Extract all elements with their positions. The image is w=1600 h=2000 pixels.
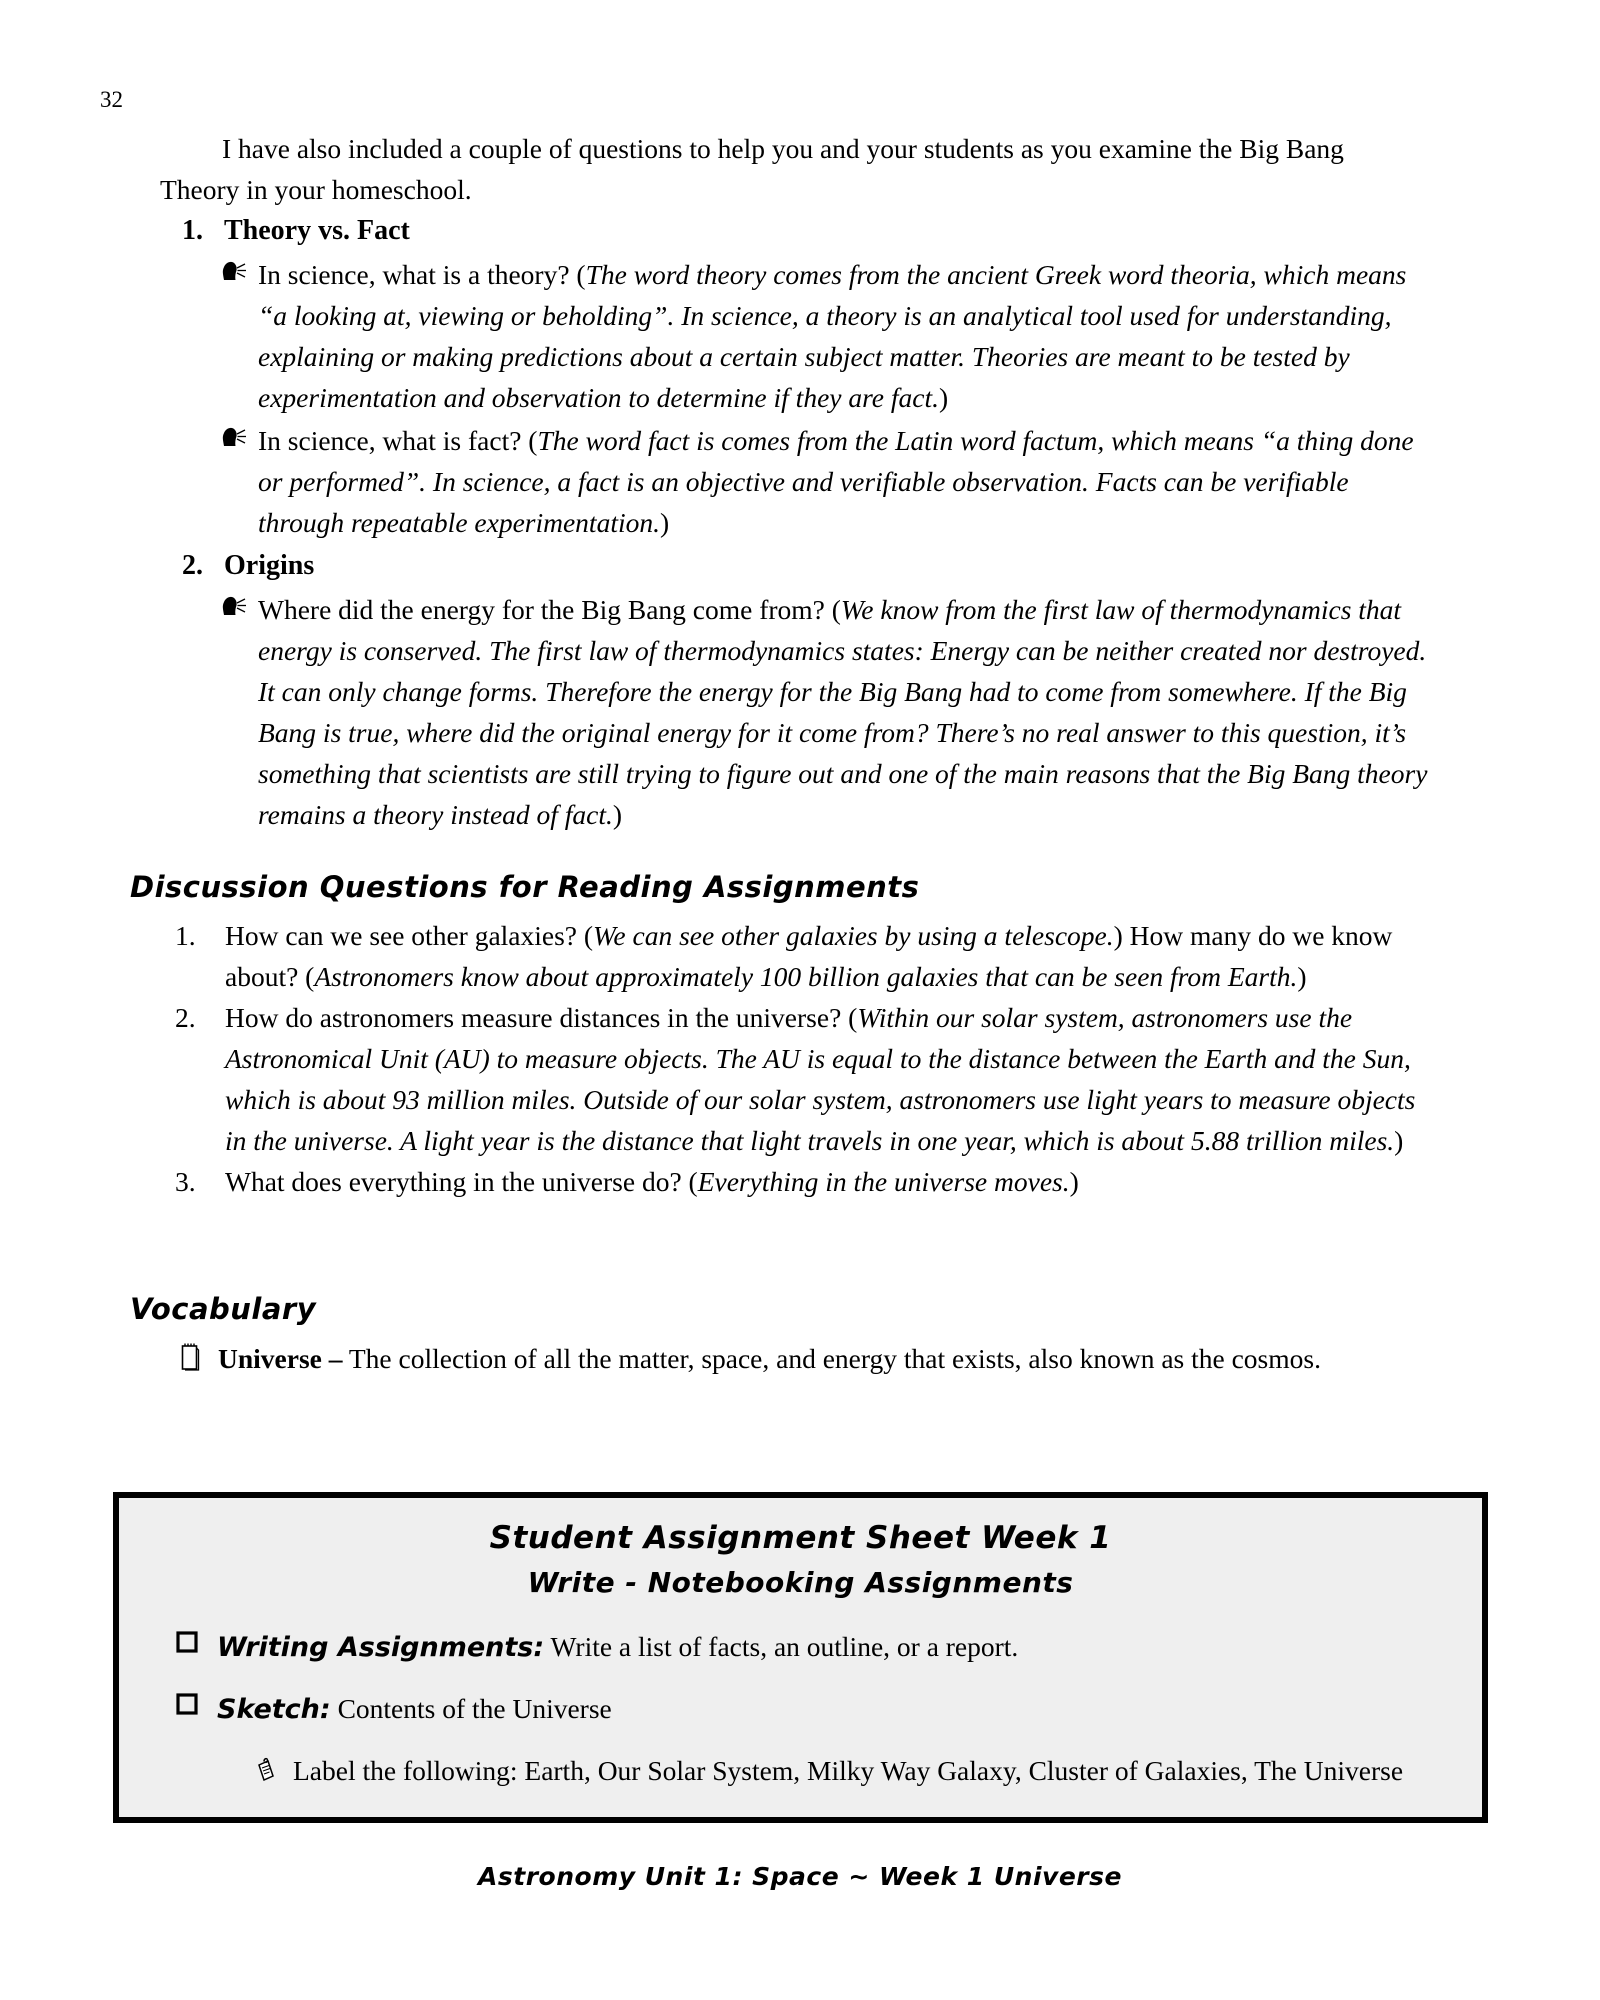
outline-list [160,210,1440,837]
outline-item-1 [160,210,1440,543]
discussion-marker-1: 1. [175,920,196,951]
outline-marker-1: 1. [182,215,203,246]
outline-bullet-text-2-1 [258,589,1440,835]
assignment-item-text-writing [217,1626,1456,1668]
assignment-item-label-sketch: Sketch: [217,1694,331,1725]
outline-marker-2: 2. [182,550,203,581]
discussion-questions-list [175,915,1430,1202]
outline-bullet-text-1-1 [258,254,1440,418]
assignment-box-subtitle: Write - Notebooking Assignments [527,1566,1074,1599]
vocabulary-definition: The collection of all the matter, space, and energy that exists, also known as the cosmos. [342,1343,1321,1374]
bullet-question: In science, what is fact? ( [258,425,538,456]
bullet-question: In science, what is a theory? ( [258,259,586,290]
assignment-item-sketch[interactable] [175,1688,1456,1730]
intro-paragraph: I have also included a couple of questions to help you and your students as you examine the Big Bang Theory in your homeschool. [160,133,1344,205]
bullet-answer: We know from the first law of thermodynamics that energy is conserved. The first law of thermodynamics states: Energy can be neither created nor destroyed. It can only change forms. Therefore the energy for the Big Bang had to come from somewhere. If the Big Bang is true, where did the original energy for it come from? There’s no real answer to this question, it’s something that scientists are still trying to figure out and one of the main reasons that the Big Bang theory remains a theory instead of fact. [258,594,1428,830]
page-number: 32 [100,87,123,112]
vocabulary-term: Universe – [218,1343,343,1374]
outline-bullet-1-1 [218,254,1440,418]
assignment-item-text-sketch [217,1688,1456,1730]
dq-a1: Everything in the universe moves. [697,1166,1070,1197]
assignment-box-title: Student Assignment Sheet Week 1 [489,1520,1112,1556]
bullet-close: ) [938,382,949,413]
discussion-text-2 [225,997,1430,1161]
discussion-question-2 [175,997,1430,1161]
speaking-head-icon [218,420,258,448]
speaking-head-icon [218,254,258,282]
discussion-question-3 [175,1161,1430,1202]
dq-mid: ) How many do we know about? ( [225,920,1393,992]
assignment-subitem-label [255,1750,1456,1791]
checkbox-icon[interactable] [175,1688,217,1716]
outline-sublist-2 [160,589,1440,835]
outline-heading-text-2: Origins [224,550,315,581]
assignment-item-detail-sketch: Contents of the Universe [330,1693,612,1724]
dq-a1: Within our solar system, astronomers use the Astronomical Unit (AU) to measure objects. The AU is equal to the distance between the Earth and the Sun, which is about 93 million miles. Outside of our solar system, astronomers use light years to measure objects in the universe. A light year is the distance that light travels in one year, which is about 5.88 trillion miles. [225,1002,1416,1156]
outline-heading-1 [182,210,1440,252]
outline-item-2 [160,545,1440,835]
outline-bullet-2-1 [218,589,1440,835]
page-footer: Astronomy Unit 1: Space ~ Week 1 Universe [478,1862,1122,1891]
speaking-head-icon [218,589,258,617]
assignment-item-detail-writing: Write a list of facts, an outline, or a report. [544,1631,1019,1662]
discussion-text-1 [225,915,1430,997]
outline-bullet-1-2 [218,420,1440,543]
dq-q1: How can we see other galaxies? ( [225,920,594,951]
discussion-text-3 [225,1161,1430,1202]
dq-close: ) [1069,1166,1079,1197]
discussion-marker-2: 2. [175,1002,196,1033]
vocabulary-entry-text [218,1338,1410,1379]
vocabulary-entry-universe [180,1338,1410,1379]
vocabulary-list [180,1338,1410,1379]
assignment-item-writing[interactable] [175,1626,1456,1668]
assignment-item-label-writing: Writing Assignments: [217,1632,545,1663]
dq-close: ) [1297,961,1307,992]
student-assignment-box [113,1492,1488,1823]
outline-heading-text-1: Theory vs. Fact [224,215,410,246]
dq-close: ) [1394,1125,1404,1156]
bullet-close: ) [659,507,670,538]
outline-sublist-1 [160,254,1440,543]
outline-bullet-text-1-2 [258,420,1440,543]
bullet-question: Where did the energy for the Big Bang come from? ( [258,594,841,625]
checkbox-icon[interactable] [175,1626,217,1654]
vocabulary-heading: Vocabulary [130,1292,317,1326]
dq-a2: Astronomers know about approximately 100 billion galaxies that can be seen from Earth. [314,961,1298,992]
bullet-answer: The word theory comes from the ancient Greek word theoria, which means “a looking at, viewing or beholding”. In science, a theory is an analytical tool used for understanding, explaining or making predictions about a certain subject matter. Theories are meant to be tested by experimentation and observation to determine if they are fact. [258,259,1407,413]
dq-q1: What does everything in the universe do? ( [225,1166,698,1197]
bullet-close: ) [612,799,623,830]
notepad-icon [180,1338,218,1372]
outline-heading-2 [182,545,1440,587]
assignment-subitem-text: Label the following: Earth, Our Solar System, Milky Way Galaxy, Cluster of Galaxies, The Universe [293,1755,1404,1786]
discussion-question-1 [175,915,1430,997]
bullet-answer: The word fact is comes from the Latin word factum, which means “a thing done or performed”. In science, a fact is an objective and verifiable observation. Facts can be verifiable through repeatable experimentation. [258,425,1414,538]
pencil-note-icon [255,1750,293,1782]
discussion-marker-3: 3. [175,1166,196,1197]
dq-q1: How do astronomers measure distances in the universe? ( [225,1002,858,1033]
discussion-questions-heading: Discussion Questions for Reading Assignments [130,870,920,904]
dq-a1: We can see other galaxies by using a telescope. [593,920,1114,951]
